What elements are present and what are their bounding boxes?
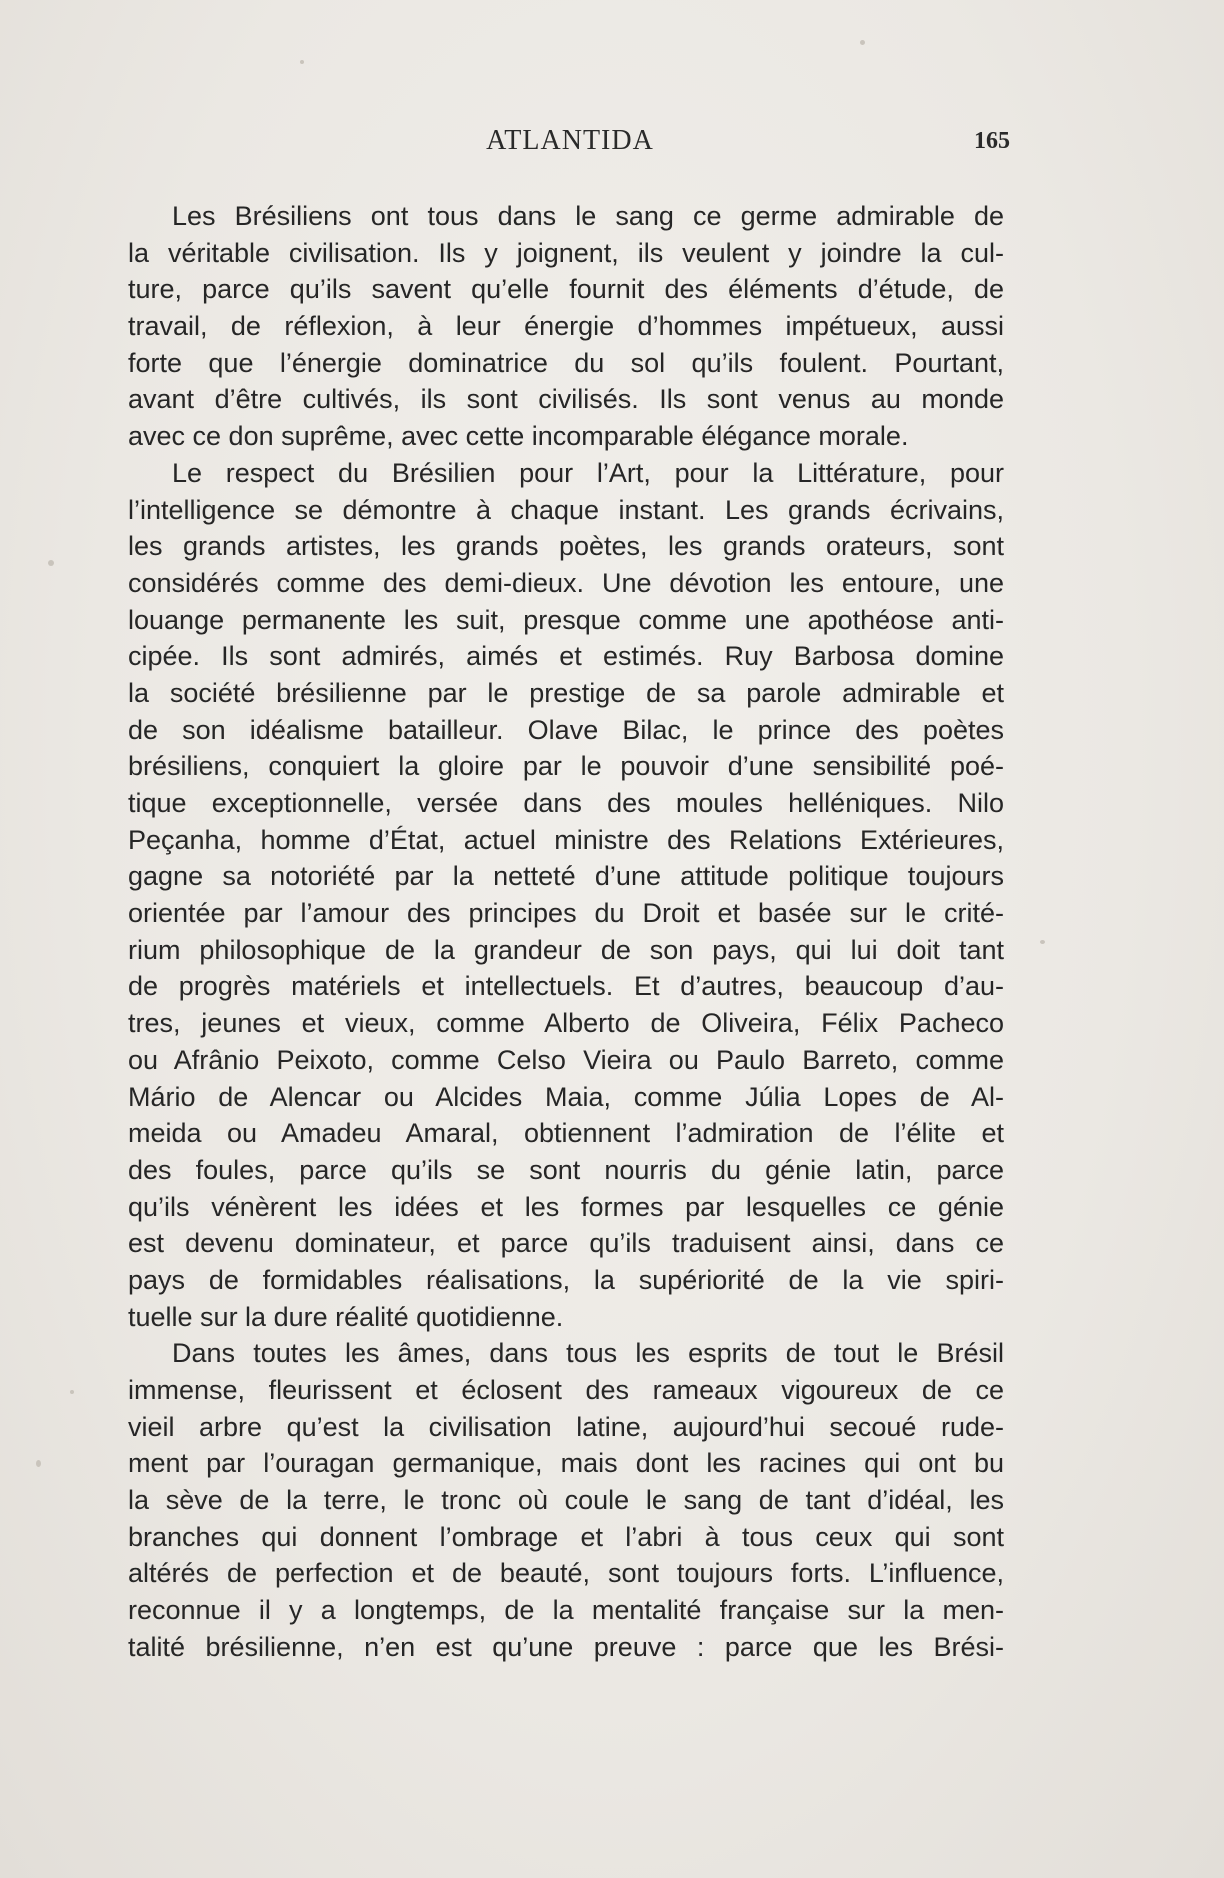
text-line: altérés de perfection et de beauté, sont toujours forts. L’influence, — [128, 1558, 1004, 1589]
text-line: ture, parce qu’ils savent qu’elle fournit des éléments d’étude, de — [128, 274, 1004, 305]
text-line: Le respect du Brésilien pour l’Art, pour la Littérature, pour — [172, 457, 1004, 488]
text-line: Les Brésiliens ont tous dans le sang ce germe admirable de — [172, 201, 1004, 231]
text-line: la société brésilienne par le prestige de sa parole admirable et — [128, 677, 1004, 708]
text-line: orientée par l’amour des principes du Droit et basée sur le crité- — [128, 898, 1004, 929]
text-line: forte que l’énergie dominatrice du sol qu’ils foulent. Pourtant, — [128, 347, 1004, 378]
text-line: cipée. Ils sont admirés, aimés et estimés. Ruy Barbosa domine — [128, 641, 1004, 672]
text-line: avec ce don suprême, avec cette incomparable élégance morale. — [128, 421, 909, 452]
text-line: la sève de la terre, le tronc où coule le sang de tant d’idéal, les — [128, 1485, 1004, 1516]
text-line: des foules, parce qu’ils se sont nourris du génie latin, parce — [128, 1154, 1004, 1185]
body-text — [128, 198, 1004, 1666]
text-line: avant d’être cultivés, ils sont civilisés. Ils sont venus au monde — [128, 384, 1004, 415]
text-line: Dans toutes les âmes, dans tous les esprits de tout le Brésil — [172, 1338, 1004, 1369]
text-line: Mário de Alencar ou Alcides Maia, comme Júlia Lopes de Al- — [128, 1081, 1004, 1112]
text-line: ment par l’ouragan germanique, mais dont les racines qui ont bu — [128, 1448, 1004, 1479]
text-line: ou Afrânio Peixoto, comme Celso Vieira ou Paulo Barreto, comme — [128, 1044, 1004, 1075]
text-line: tres, jeunes et vieux, comme Alberto de Oliveira, Félix Pacheco — [128, 1008, 1004, 1039]
text-line: immense, fleurissent et éclosent des rameaux vigoureux de ce — [128, 1375, 1004, 1405]
text-line: rium philosophique de la grandeur de son pays, qui lui doit tant — [128, 934, 1004, 965]
text-line: Peçanha, homme d’État, actuel ministre des Relations Extérieures, — [128, 824, 1004, 855]
running-head — [130, 123, 1010, 159]
text-line: considérés comme des demi-dieux. Une dévotion les entoure, une — [128, 567, 1004, 598]
text-line: tique exceptionnelle, versée dans des moules helléniques. Nilo — [128, 788, 1004, 818]
text-line: de son idéalisme batailleur. Olave Bilac, le prince des poètes — [128, 714, 1004, 745]
page-number: 165 — [974, 128, 1010, 154]
text-line: travail, de réflexion, à leur énergie d’hommes impétueux, aussi — [128, 311, 1004, 342]
running-title: ATLANTIDA — [486, 125, 654, 156]
text-line: l’intelligence se démontre à chaque instant. Les grands écrivains, — [128, 494, 1004, 525]
text-line: la véritable civilisation. Ils y joignent, ils veulent y joindre la cul- — [128, 237, 1004, 268]
text-line: qu’ils vénèrent les idées et les formes par lesquelles ce génie — [128, 1191, 1004, 1222]
text-line: est devenu dominateur, et parce qu’ils traduisent ainsi, dans ce — [128, 1228, 1004, 1259]
text-line: tuelle sur la dure réalité quotidienne. — [128, 1301, 564, 1332]
text-line: branches qui donnent l’ombrage et l’abri à tous ceux qui sont — [128, 1521, 1004, 1552]
text-line: de progrès matériels et intellectuels. Et d’autres, beaucoup d’au- — [128, 971, 1004, 1002]
text-line: louange permanente les suit, presque comme une apothéose anti- — [128, 604, 1004, 635]
text-line: pays de formidables réalisations, la supériorité de la vie spiri- — [128, 1264, 1004, 1295]
text-line: brésiliens, conquiert la gloire par le pouvoir d’une sensibilité poé- — [128, 751, 1004, 782]
text-line: gagne sa notoriété par la netteté d’une attitude politique toujours — [128, 861, 1004, 892]
text-line: vieil arbre qu’est la civilisation latine, aujourd’hui secoué rude- — [128, 1411, 1004, 1442]
text-line: reconnue il y a longtemps, de la mentalité française sur la men- — [128, 1595, 1004, 1626]
text-line: meida ou Amadeu Amaral, obtiennent l’admiration de l’élite et — [128, 1118, 1004, 1149]
text-line: les grands artistes, les grands poètes, les grands orateurs, sont — [128, 531, 1004, 562]
text-line: talité brésilienne, n’en est qu’une preuve : parce que les Brési- — [128, 1631, 1004, 1662]
